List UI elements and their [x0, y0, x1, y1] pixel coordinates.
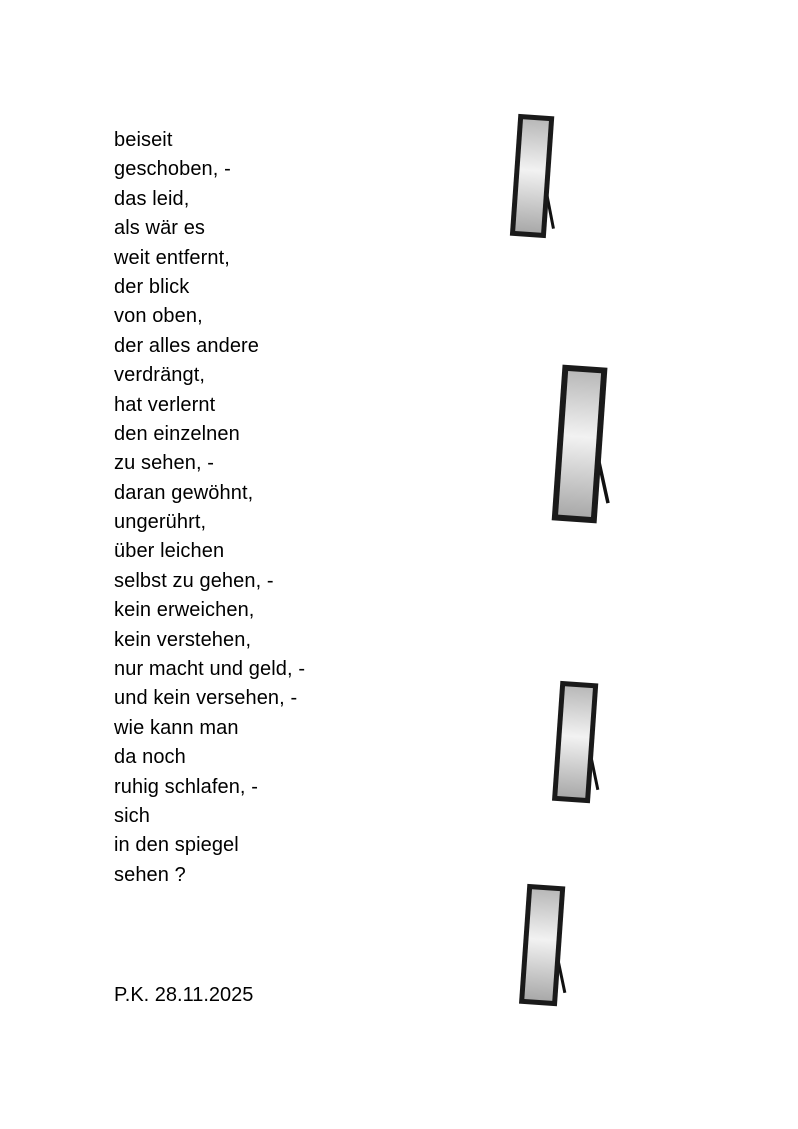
poem-line: ruhig schlafen, - — [114, 775, 258, 798]
standing-mirror-icon — [506, 113, 562, 243]
poem-line: beiseit — [114, 129, 173, 151]
poem-line: nur macht und geld, - — [114, 658, 306, 681]
poem-line: zu sehen, - — [114, 452, 215, 475]
poem-line: über leichen — [114, 540, 225, 563]
poem-line: der alles andere — [114, 334, 260, 357]
standing-mirror-icon — [548, 363, 618, 528]
poem-line: selbst zu gehen, - — [114, 569, 274, 592]
poem-line: den einzelnen — [114, 422, 240, 445]
poem-line: und kein versehen, - — [114, 687, 298, 710]
poem-line: da noch — [114, 746, 186, 769]
poem-line: daran gewöhnt, — [114, 481, 254, 504]
poem-signature: P.K. 28.11.2025 — [114, 984, 254, 1006]
poem-line: von oben, — [114, 305, 203, 328]
poem-line: weit entfernt, — [114, 246, 230, 269]
standing-mirror-icon — [515, 883, 573, 1011]
poem-line: sich — [114, 804, 150, 827]
poem-text — [114, 126, 305, 890]
poem-line: kein verstehen, — [114, 628, 252, 651]
poem-line: der blick — [114, 275, 190, 298]
poem-line: das leid, — [114, 187, 190, 210]
poem-line: verdrängt, — [114, 364, 206, 387]
poem-line: ungerührt, — [114, 511, 207, 534]
poem-line: wie kann man — [114, 716, 239, 739]
poem-line: als wär es — [114, 217, 206, 240]
poem-line: geschoben, - — [114, 158, 231, 181]
poem-line: in den spiegel — [114, 834, 239, 857]
poem-line: kein erweichen, — [114, 599, 255, 622]
standing-mirror-icon — [548, 680, 606, 808]
poem-line: hat verlernt — [114, 393, 216, 416]
poem-line: sehen ? — [114, 863, 186, 886]
